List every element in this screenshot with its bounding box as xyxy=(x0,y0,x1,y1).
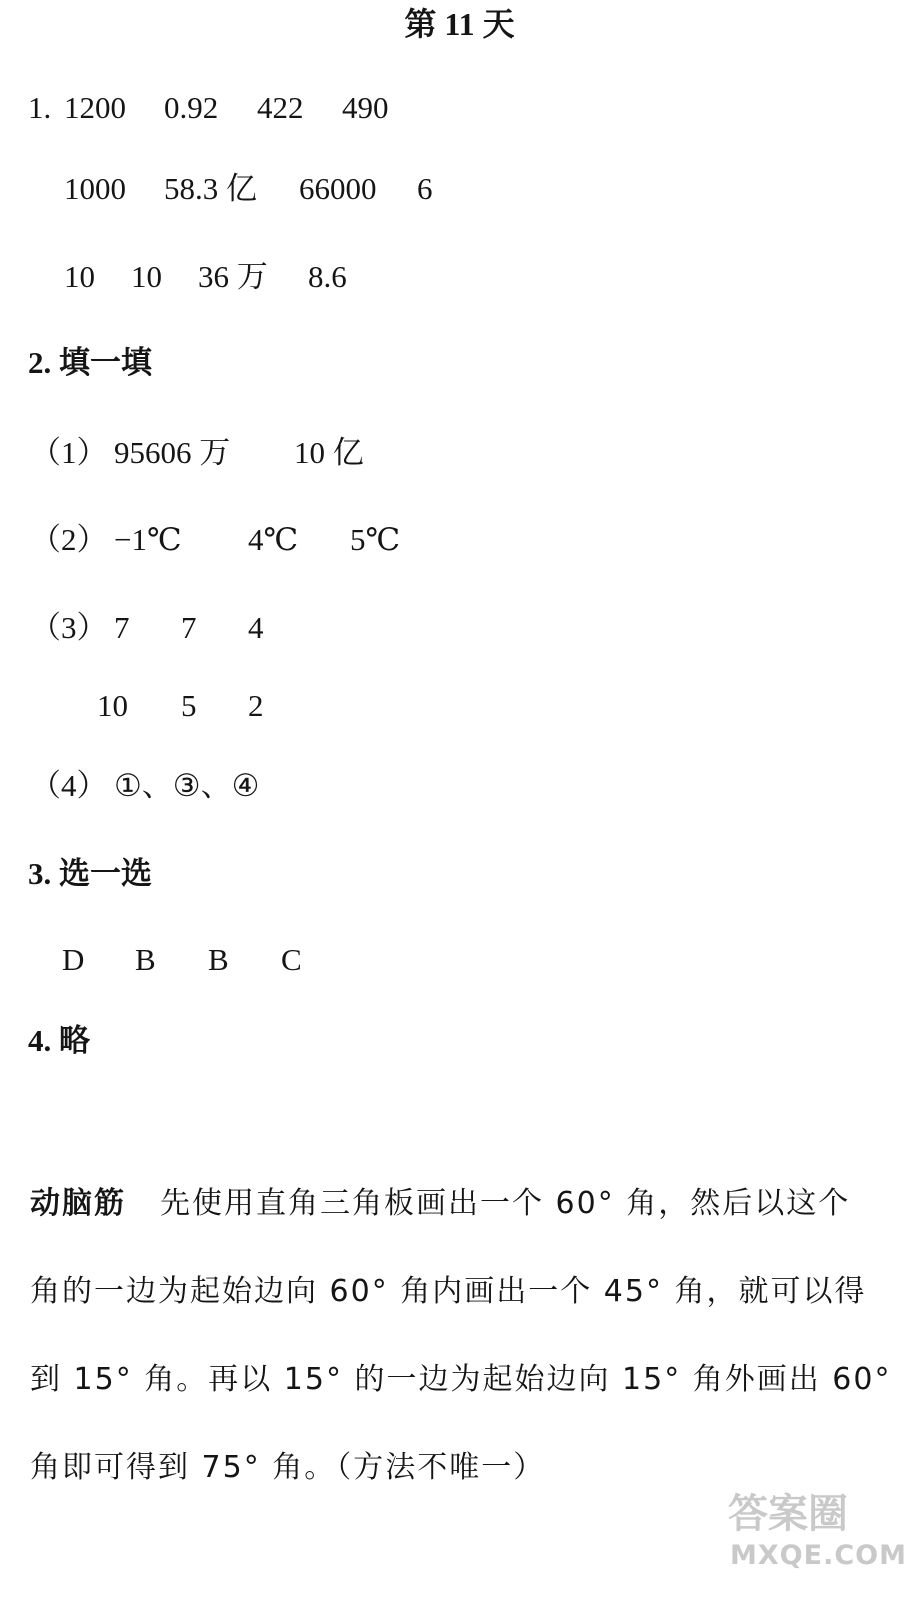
q2-answer: 4 xyxy=(248,610,264,645)
brain-heading: 动脑筋 xyxy=(30,1186,126,1221)
q2-answer: 7 xyxy=(181,610,197,645)
watermark-url: MXQE.COM xyxy=(730,1540,907,1571)
brain-line-3: 到 15° 角。再以 15° 的一边为起始边向 15° 角外画出 60° xyxy=(30,1362,892,1397)
q1-row-3 xyxy=(64,261,347,292)
brain-text: 先使用直角三角板画出一个 60° 角，然后以这个 xyxy=(160,1186,851,1221)
brain-line-4: 角即可得到 75° 角。（方法不唯一） xyxy=(30,1450,546,1485)
q1-answer: 1000 xyxy=(64,171,126,206)
q2-answer: 4℃ xyxy=(248,522,299,557)
q2-answer: ①、③、④ xyxy=(114,768,260,803)
q2-item-1 xyxy=(30,437,364,468)
q1-answer: 66000 xyxy=(299,171,377,206)
q2-item-4 xyxy=(30,770,259,801)
q1-row-1 xyxy=(64,92,389,123)
q2-answer: 5℃ xyxy=(350,522,401,557)
q3-answer: C xyxy=(281,942,302,977)
q3-answer: D xyxy=(62,942,85,977)
q2-item-2 xyxy=(30,524,400,555)
q2-item-tag: （2） xyxy=(30,522,108,557)
q2-heading: 2. 填一填 xyxy=(28,345,152,380)
q2-item-tag: （4） xyxy=(30,768,108,803)
q2-answer: 5 xyxy=(181,688,197,723)
q1-answer: 58.3 亿 xyxy=(164,171,257,206)
q2-item-tag: （1） xyxy=(30,435,108,470)
q1-answer: 10 xyxy=(131,259,162,294)
q1-row-2 xyxy=(64,173,433,204)
brain-line-2: 角的一边为起始边向 60° 角内画出一个 45° 角，就可以得 xyxy=(30,1274,867,1309)
q4-heading: 4. 略 xyxy=(28,1023,90,1058)
q2-answer: −1℃ xyxy=(114,522,182,557)
q2-answer: 7 xyxy=(114,610,130,645)
q3-answer: B xyxy=(135,942,156,977)
q1-answer: 490 xyxy=(342,90,389,125)
brain-line-1 xyxy=(30,1186,851,1221)
q3-answers xyxy=(62,944,302,975)
q1-answer: 6 xyxy=(417,171,433,206)
q1-answer: 10 xyxy=(64,259,95,294)
q2-item-3-row-2 xyxy=(97,690,264,721)
q2-answer: 10 xyxy=(97,688,128,723)
q1-answer: 1200 xyxy=(64,90,126,125)
q1-answer: 422 xyxy=(257,90,304,125)
q2-answer: 95606 万 xyxy=(114,435,231,470)
q1-answer: 8.6 xyxy=(308,259,347,294)
q1-label: 1. xyxy=(28,90,52,125)
q3-answer: B xyxy=(208,942,229,977)
q1-answer: 36 万 xyxy=(198,259,268,294)
watermark-logo: 答案圈 xyxy=(728,1491,848,1537)
q1-answer: 0.92 xyxy=(164,90,219,125)
q2-answer: 2 xyxy=(248,688,264,723)
q3-heading: 3. 选一选 xyxy=(28,856,152,891)
page-title: 第 11 天 xyxy=(404,6,515,42)
q2-answer: 10 亿 xyxy=(294,435,364,470)
q2-item-3 xyxy=(30,612,264,643)
q2-item-tag: （3） xyxy=(30,610,108,645)
